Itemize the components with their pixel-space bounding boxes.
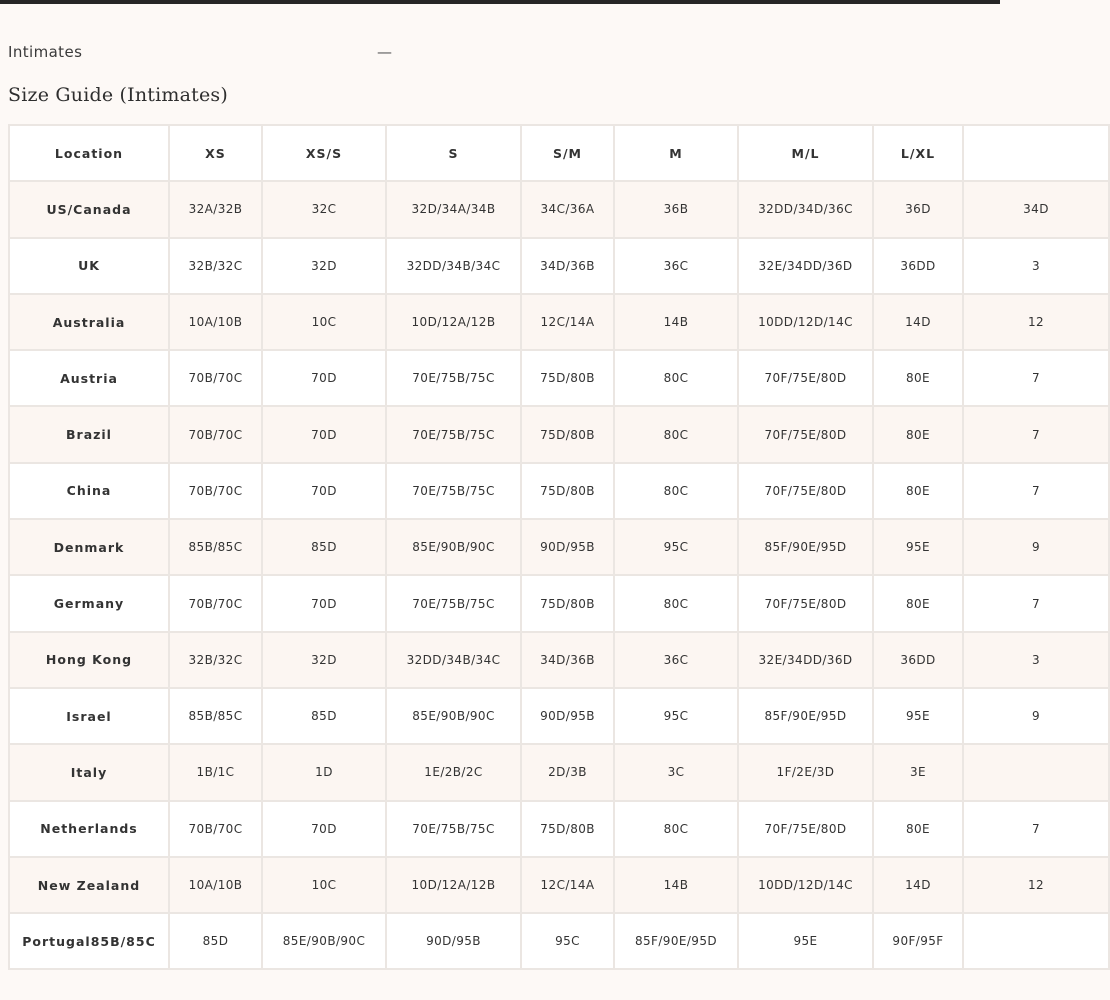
size-cell: 3 bbox=[963, 632, 1109, 688]
size-cell: 10DD/12D/14C bbox=[738, 857, 873, 913]
size-cell: 85F/90E/95D bbox=[738, 688, 873, 744]
table-row bbox=[9, 857, 1109, 913]
size-cell: 80E bbox=[873, 575, 963, 631]
minus-icon[interactable]: — bbox=[377, 43, 392, 61]
size-cell: 70F/75E/80D bbox=[738, 350, 873, 406]
size-cell: 70B/70C bbox=[169, 801, 262, 857]
location-cell: Australia bbox=[9, 294, 169, 350]
location-cell: New Zealand bbox=[9, 857, 169, 913]
table-row bbox=[9, 406, 1109, 462]
accordion-label: Intimates bbox=[8, 43, 83, 61]
size-cell: 12 bbox=[963, 857, 1109, 913]
size-cell: 3E bbox=[873, 744, 963, 800]
size-cell: 85B/85C bbox=[169, 688, 262, 744]
table-row bbox=[9, 294, 1109, 350]
size-cell: 70B/70C bbox=[169, 575, 262, 631]
size-cell: 85E/90B/90C bbox=[262, 913, 386, 969]
size-cell: 70E/75B/75C bbox=[386, 801, 521, 857]
size-cell: 85E/90B/90C bbox=[386, 519, 521, 575]
size-cell: 10C bbox=[262, 294, 386, 350]
size-cell: 70D bbox=[262, 575, 386, 631]
size-cell: 70E/75B/75C bbox=[386, 350, 521, 406]
size-cell: 80E bbox=[873, 463, 963, 519]
size-cell: 7 bbox=[963, 575, 1109, 631]
size-cell: 36DD bbox=[873, 632, 963, 688]
location-cell: Brazil bbox=[9, 406, 169, 462]
location-cell: Hong Kong bbox=[9, 632, 169, 688]
table-row bbox=[9, 744, 1109, 800]
size-cell: 80C bbox=[614, 406, 738, 462]
size-cell: 36D bbox=[873, 181, 963, 237]
size-cell: 3 bbox=[963, 238, 1109, 294]
size-cell bbox=[963, 744, 1109, 800]
table-row bbox=[9, 463, 1109, 519]
size-cell: 70F/75E/80D bbox=[738, 801, 873, 857]
column-header: Location bbox=[9, 125, 169, 181]
size-cell: 34D bbox=[963, 181, 1109, 237]
size-cell: 70D bbox=[262, 463, 386, 519]
table-row bbox=[9, 688, 1109, 744]
size-cell: 1F/2E/3D bbox=[738, 744, 873, 800]
size-cell: 95C bbox=[614, 688, 738, 744]
column-header: M/L bbox=[738, 125, 873, 181]
size-cell: 75D/80B bbox=[521, 575, 614, 631]
size-cell: 75D/80B bbox=[521, 406, 614, 462]
location-cell: Austria bbox=[9, 350, 169, 406]
location-cell: UK bbox=[9, 238, 169, 294]
column-header: S bbox=[386, 125, 521, 181]
size-cell: 32D bbox=[262, 632, 386, 688]
size-cell: 32B/32C bbox=[169, 238, 262, 294]
table-row bbox=[9, 913, 1109, 969]
size-cell: 32DD/34D/36C bbox=[738, 181, 873, 237]
size-cell: 36DD bbox=[873, 238, 963, 294]
size-cell: 12C/14A bbox=[521, 857, 614, 913]
location-cell: Israel bbox=[9, 688, 169, 744]
size-cell: 10A/10B bbox=[169, 294, 262, 350]
size-cell: 90F/95F bbox=[873, 913, 963, 969]
size-cell: 7 bbox=[963, 350, 1109, 406]
size-cell: 80E bbox=[873, 406, 963, 462]
size-cell: 14D bbox=[873, 857, 963, 913]
accordion-intimates-header[interactable] bbox=[8, 40, 400, 64]
size-cell: 32E/34DD/36D bbox=[738, 238, 873, 294]
size-cell: 1E/2B/2C bbox=[386, 744, 521, 800]
size-cell: 14B bbox=[614, 294, 738, 350]
location-cell: Italy bbox=[9, 744, 169, 800]
size-cell: 70F/75E/80D bbox=[738, 406, 873, 462]
size-cell: 90D/95B bbox=[521, 688, 614, 744]
size-cell: 80C bbox=[614, 463, 738, 519]
size-cell: 85D bbox=[262, 519, 386, 575]
size-cell: 85F/90E/95D bbox=[738, 519, 873, 575]
size-cell: 12C/14A bbox=[521, 294, 614, 350]
column-header: L/XL bbox=[873, 125, 963, 181]
size-cell: 34D/36B bbox=[521, 632, 614, 688]
size-table-container[interactable] bbox=[8, 124, 1049, 1000]
table-body bbox=[9, 181, 1109, 969]
size-cell: 80C bbox=[614, 801, 738, 857]
size-cell: 95E bbox=[873, 519, 963, 575]
size-cell: 70E/75B/75C bbox=[386, 406, 521, 462]
table-header-row bbox=[9, 125, 1109, 181]
size-cell: 80C bbox=[614, 575, 738, 631]
size-cell: 80E bbox=[873, 350, 963, 406]
size-guide-table bbox=[8, 124, 1110, 970]
size-cell: 14D bbox=[873, 294, 963, 350]
size-cell: 32B/32C bbox=[169, 632, 262, 688]
location-cell: Portugal85B/85C bbox=[9, 913, 169, 969]
size-cell: 70D bbox=[262, 350, 386, 406]
size-cell: 7 bbox=[963, 406, 1109, 462]
table-row bbox=[9, 181, 1109, 237]
size-cell: 34D/36B bbox=[521, 238, 614, 294]
size-cell: 10D/12A/12B bbox=[386, 857, 521, 913]
size-cell: 85B/85C bbox=[169, 519, 262, 575]
size-cell: 12 bbox=[963, 294, 1109, 350]
size-cell: 70E/75B/75C bbox=[386, 575, 521, 631]
size-cell: 32E/34DD/36D bbox=[738, 632, 873, 688]
table-row bbox=[9, 519, 1109, 575]
size-cell: 7 bbox=[963, 801, 1109, 857]
table-row bbox=[9, 238, 1109, 294]
size-cell: 70F/75E/80D bbox=[738, 575, 873, 631]
size-cell: 10A/10B bbox=[169, 857, 262, 913]
size-cell: 36C bbox=[614, 632, 738, 688]
size-cell: 36B bbox=[614, 181, 738, 237]
size-cell: 70B/70C bbox=[169, 350, 262, 406]
size-cell: 80C bbox=[614, 350, 738, 406]
size-cell: 14B bbox=[614, 857, 738, 913]
size-cell: 7 bbox=[963, 463, 1109, 519]
size-cell: 1D bbox=[262, 744, 386, 800]
size-cell: 2D/3B bbox=[521, 744, 614, 800]
size-cell: 32DD/34B/34C bbox=[386, 632, 521, 688]
size-cell: 36C bbox=[614, 238, 738, 294]
column-header: XS/S bbox=[262, 125, 386, 181]
size-cell: 70F/75E/80D bbox=[738, 463, 873, 519]
size-cell: 1B/1C bbox=[169, 744, 262, 800]
size-cell: 32A/32B bbox=[169, 181, 262, 237]
size-cell: 80E bbox=[873, 801, 963, 857]
column-header: XS bbox=[169, 125, 262, 181]
table-row bbox=[9, 632, 1109, 688]
size-cell: 9 bbox=[963, 519, 1109, 575]
table-row bbox=[9, 350, 1109, 406]
size-cell: 75D/80B bbox=[521, 463, 614, 519]
table-row bbox=[9, 801, 1109, 857]
table-row bbox=[9, 575, 1109, 631]
size-cell: 10DD/12D/14C bbox=[738, 294, 873, 350]
size-cell: 32DD/34B/34C bbox=[386, 238, 521, 294]
size-cell: 32D/34A/34B bbox=[386, 181, 521, 237]
size-cell: 95E bbox=[873, 688, 963, 744]
size-cell: 9 bbox=[963, 688, 1109, 744]
size-cell: 95C bbox=[521, 913, 614, 969]
size-cell: 3C bbox=[614, 744, 738, 800]
location-cell: Denmark bbox=[9, 519, 169, 575]
size-cell: 32C bbox=[262, 181, 386, 237]
size-cell: 70E/75B/75C bbox=[386, 463, 521, 519]
size-cell: 95C bbox=[614, 519, 738, 575]
location-cell: Netherlands bbox=[9, 801, 169, 857]
size-cell: 32D bbox=[262, 238, 386, 294]
size-cell: 85F/90E/95D bbox=[614, 913, 738, 969]
size-cell: 75D/80B bbox=[521, 350, 614, 406]
size-cell: 10C bbox=[262, 857, 386, 913]
size-cell: 70D bbox=[262, 801, 386, 857]
size-cell: 85E/90B/90C bbox=[386, 688, 521, 744]
size-cell: 90D/95B bbox=[521, 519, 614, 575]
size-cell: 85D bbox=[169, 913, 262, 969]
size-cell: 90D/95B bbox=[386, 913, 521, 969]
size-cell: 70D bbox=[262, 406, 386, 462]
size-cell: 70B/70C bbox=[169, 406, 262, 462]
column-header: M bbox=[614, 125, 738, 181]
location-cell: US/Canada bbox=[9, 181, 169, 237]
size-cell: 95E bbox=[738, 913, 873, 969]
column-header: S/M bbox=[521, 125, 614, 181]
column-header bbox=[963, 125, 1109, 181]
size-cell: 34C/36A bbox=[521, 181, 614, 237]
location-cell: China bbox=[9, 463, 169, 519]
size-cell: 85D bbox=[262, 688, 386, 744]
location-cell: Germany bbox=[9, 575, 169, 631]
size-guide-title: Size Guide (Intimates) bbox=[8, 84, 228, 106]
size-cell: 70B/70C bbox=[169, 463, 262, 519]
size-cell: 10D/12A/12B bbox=[386, 294, 521, 350]
size-cell bbox=[963, 913, 1109, 969]
size-cell: 75D/80B bbox=[521, 801, 614, 857]
top-bar bbox=[0, 0, 1000, 4]
